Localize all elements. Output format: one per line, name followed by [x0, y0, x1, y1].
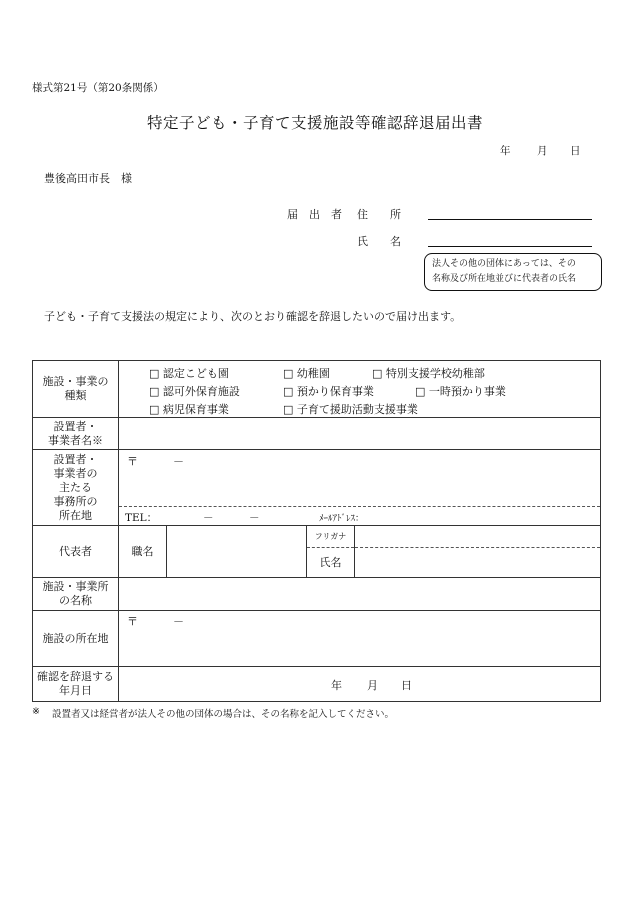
facility-name-field[interactable] — [119, 578, 601, 611]
rep-name-field[interactable] — [355, 548, 601, 578]
footnote-mark: ※ — [32, 706, 40, 717]
facility-postal-dash: － — [173, 615, 184, 628]
table-row-facility-name — [33, 578, 601, 611]
checkbox-certified-kodomoen[interactable]: □ 認定こども園 — [149, 366, 229, 380]
furigana-field[interactable] — [355, 526, 601, 548]
furigana-label: フリガナ — [307, 526, 355, 548]
tel-divider — [119, 506, 600, 507]
checkbox-temporary-care[interactable]: □ 一時預かり事業 — [415, 384, 506, 398]
operator-name-field[interactable] — [119, 418, 601, 450]
footnote: 設置者又は経営者が法人その他の団体の場合は、その名称を記入してください。 — [52, 709, 395, 720]
name-field[interactable] — [428, 246, 592, 247]
table-row-facility-address — [33, 611, 601, 667]
withdraw-day: 日 — [401, 678, 412, 692]
postal-dash: － — [173, 454, 184, 468]
page-title: 特定子ども・子育て支援施設等確認辞退届出書 — [146, 114, 483, 132]
table-row-office-address — [33, 450, 601, 526]
statement: 子ども・子育て支援法の規定により、次のとおり確認を辞退したいので届け出ます。 — [44, 310, 462, 323]
postal-mark: 〒 — [127, 454, 138, 468]
facility-address-field[interactable] — [119, 611, 601, 667]
name-label: 氏 名 — [357, 235, 401, 248]
type-options — [119, 361, 601, 418]
date-month: 月 — [537, 145, 548, 157]
withdraw-date-field[interactable] — [119, 667, 601, 702]
position-field[interactable] — [167, 526, 307, 578]
type-label: 施設・事業の 種類 — [33, 361, 119, 418]
office-address-field[interactable] — [119, 450, 601, 526]
address-label: 住 所 — [357, 208, 401, 221]
submitter-label: 届 出 者 — [287, 208, 342, 221]
withdraw-date-label: 確認を辞退する 年月日 — [33, 667, 119, 702]
checkbox-special-support-kindergarten[interactable]: □ 特別支援学校幼稚部 — [372, 366, 485, 380]
corporate-note-line-1: 法人その他の団体にあっては、その — [432, 259, 576, 269]
withdraw-month: 月 — [367, 678, 378, 692]
checkbox-sick-child-care[interactable]: □ 病児保育事業 — [149, 402, 229, 416]
checkbox-extended-care[interactable]: □ 預かり保育事業 — [283, 384, 374, 398]
office-address-label: 設置者・ 事業者の 主たる 事務所の 所在地 — [33, 450, 119, 526]
rep-name-label: 氏名 — [307, 548, 355, 578]
checkbox-family-support[interactable]: □ 子育て援助活動支援事業 — [283, 402, 418, 416]
form-number: 様式第21号（第20条関係） — [32, 82, 164, 94]
table-row-withdraw-date — [33, 667, 601, 702]
tel-dash-1: － — [203, 511, 214, 524]
withdraw-year: 年 — [331, 678, 342, 692]
facility-name-label: 施設・事業所 の名称 — [33, 578, 119, 611]
address-field[interactable] — [428, 219, 592, 220]
table-row-type — [33, 361, 601, 418]
position-label: 職名 — [119, 526, 167, 578]
withdrawal-form-table — [32, 360, 601, 702]
date-day: 日 — [570, 145, 581, 157]
mail-label: ﾒｰﾙｱﾄﾞﾚｽ： — [319, 513, 365, 524]
representative-label: 代表者 — [33, 526, 119, 578]
facility-postal-mark: 〒 — [127, 615, 138, 628]
facility-address-label: 施設の所在地 — [33, 611, 119, 667]
table-row-representative-top — [33, 526, 601, 548]
addressee: 豊後高田市長 様 — [44, 172, 132, 185]
tel-dash-2: － — [249, 511, 260, 524]
tel-label: TEL： — [125, 511, 158, 524]
checkbox-unlicensed-childcare[interactable]: □ 認可外保育施設 — [149, 384, 240, 398]
table-row-operator-name — [33, 418, 601, 450]
operator-name-label: 設置者・ 事業者名※ — [33, 418, 119, 450]
checkbox-kindergarten[interactable]: □ 幼稚園 — [283, 366, 330, 380]
date-year: 年 — [500, 145, 511, 157]
corporate-note-line-2: 名称及び所在地並びに代表者の氏名 — [432, 274, 577, 284]
